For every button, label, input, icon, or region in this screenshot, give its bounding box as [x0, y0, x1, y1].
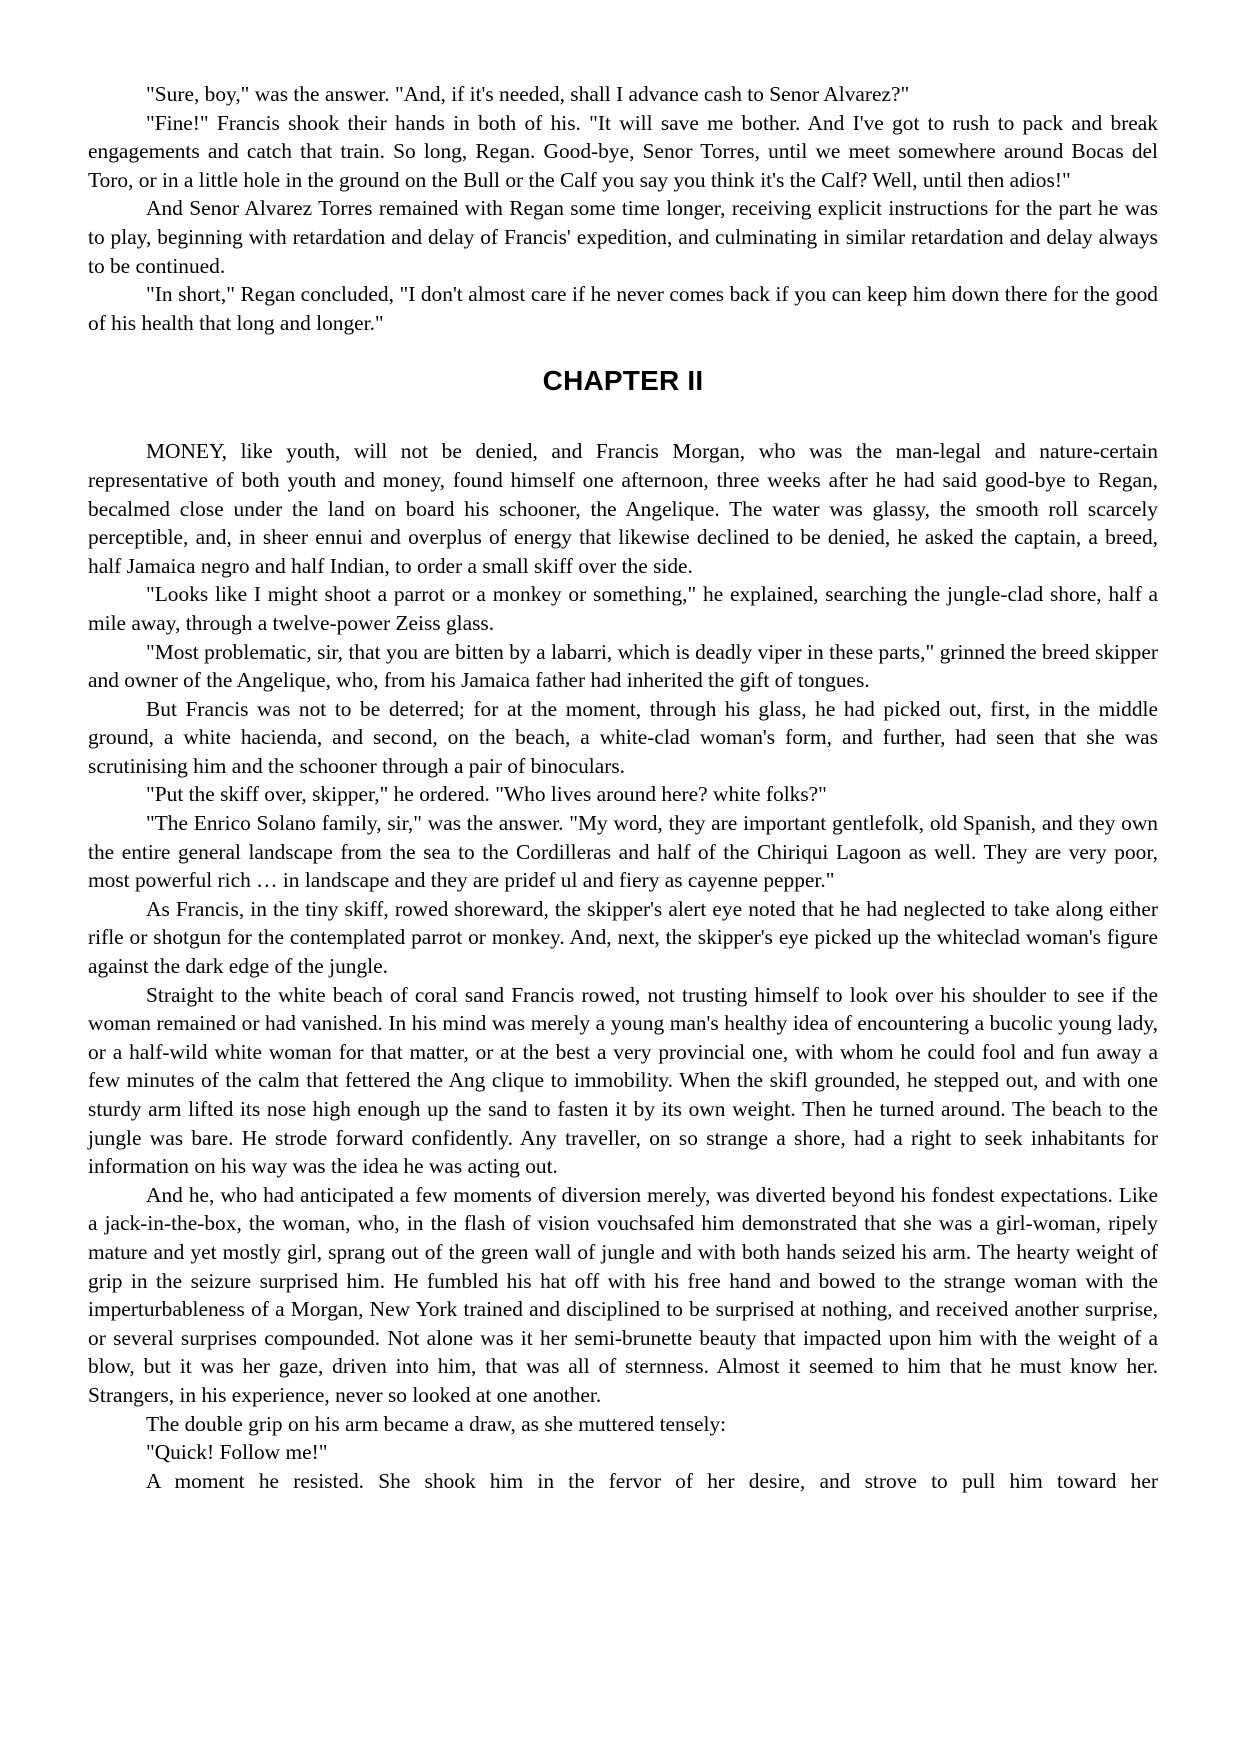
paragraph: "The Enrico Solano family, sir," was the answer. "My word, they are important gentlefolk, old Spanish, and they own the entire general landscape from the sea to the Cordilleras and half of the Chiriqui Lagoon as well. They are very poor, most powerful rich … in landscape and they are pridef ul and fiery as cayenne pepper."	[88, 811, 1158, 893]
paragraph: "Most problematic, sir, that you are bitten by a labarri, which is deadly viper in these parts," grinned the breed skipper and owner of the Angelique, who, from his Jamaica father had inherited the gift of tongues.	[88, 639, 1158, 693]
paragraph: MONEY, like youth, will not be denied, and Francis Morgan, who was the man-legal and nature-certain representative of both youth and money, found himself one afternoon, three weeks after he had said good-bye to Regan, becalmed close under the land on board his schooner, the Angelique. The water was glassy, the smooth roll scarcely perceptible, and, in sheer ennui and overplus of energy that likewise declined to be denied, he asked the captain, a breed, half Jamaica negro and half Indian, to order a small skiff over the side.	[88, 439, 1158, 578]
paragraph: A moment he resisted. She shook him in the fervor of her desire, and strove to pull him toward her	[146, 1468, 1158, 1493]
paragraph: "Quick! Follow me!"	[146, 1440, 328, 1465]
paragraph: And Senor Alvarez Torres remained with Regan some time longer, receiving explicit instructions for the part he was to play, beginning with retardation and delay of Francis' expedition, and culminating in similar retardation and delay always to be continued.	[88, 196, 1158, 278]
paragraph: "Put the skiff over, skipper," he ordered. "Who lives around here? white folks?"	[146, 782, 827, 807]
paragraph: Straight to the white beach of coral sand Francis rowed, not trusting himself to look over his shoulder to see if the woman remained or had vanished. In his mind was merely a young man's healthy idea of encountering a bucolic young lady, or a half-wild white woman for that matter, or at the best a very provincial one, with whom he could fool and fun away a few minutes of the calm that fettered the Ang clique to immobility. When the skifl grounded, he stepped out, and with one sturdy arm lifted its nose high enough up the sand to fasten it by its own weight. Then he turned around. The beach to the jungle was bare. He strode forward confidently. Any traveller, on so strange a shore, had a right to seek inhabitants for information on his way was the idea he was acting out.	[88, 982, 1158, 1179]
book-page	[88, 80, 1158, 1495]
chapter-heading: CHAPTER II	[542, 365, 704, 397]
paragraph: "Looks like I might shoot a parrot or a monkey or something," he explained, searching the jungle-clad shore, half a mile away, through a twelve-power Zeiss glass.	[88, 582, 1158, 635]
paragraph: But Francis was not to be deterred; for at the moment, through his glass, he had picked out, first, in the middle ground, a white hacienda, and second, on the beach, a white-clad woman's form, and further, had seen that she was scrutinising him and the schooner through a pair of binoculars.	[88, 696, 1158, 778]
paragraph: And he, who had anticipated a few moments of diversion merely, was diverted beyond his fondest expectations. Like a jack-in-the-box, the woman, who, in the flash of vision vouchsafed him demonstrated that she was a girl-woman, ripely mature and yet mostly girl, sprang out of the green wall of jungle and with both hands seized his arm. The hearty weight of grip in the seizure surprised him. He fumbled his hat off with his free hand and bowed to the strange woman with the imperturbableness of a Morgan, New York trained and disciplined to be surprised at nothing, and received another surprise, or several surprises compounded. Not alone was it her semi-brunette beauty that impacted upon him with the weight of a blow, but it was her gaze, driven into him, that was all of sternness. Almost it seemed to him that he must know her. Strangers, in his experience, never so looked at one another.	[88, 1182, 1158, 1407]
paragraph: As Francis, in the tiny skiff, rowed shoreward, the skipper's alert eye noted that he had neglected to take along either rifle or shotgun for the contemplated parrot or monkey. And, next, the skipper's eye picked up the whiteclad woman's figure against the dark edge of the jungle.	[88, 896, 1158, 979]
paragraph: "Sure, boy," was the answer. "And, if it's needed, shall I advance cash to Senor Alvarez?"	[146, 82, 910, 106]
paragraph: The double grip on his arm became a draw, as she muttered tensely:	[146, 1411, 727, 1436]
paragraph: "In short," Regan concluded, "I don't almost care if he never comes back if you can keep him down there for the good of his health that long and longer."	[88, 282, 1158, 335]
paragraph: "Fine!" Francis shook their hands in both of his. "It will save me bother. And I've got to rush to pack and break engagements and catch that train. So long, Regan. Good-bye, Senor Torres, until we meet somewhere around Bocas del Toro, or in a little hole in the ground on the Bull or the Calf you say you think it's the Calf? Well, until then adios!"	[88, 110, 1158, 192]
